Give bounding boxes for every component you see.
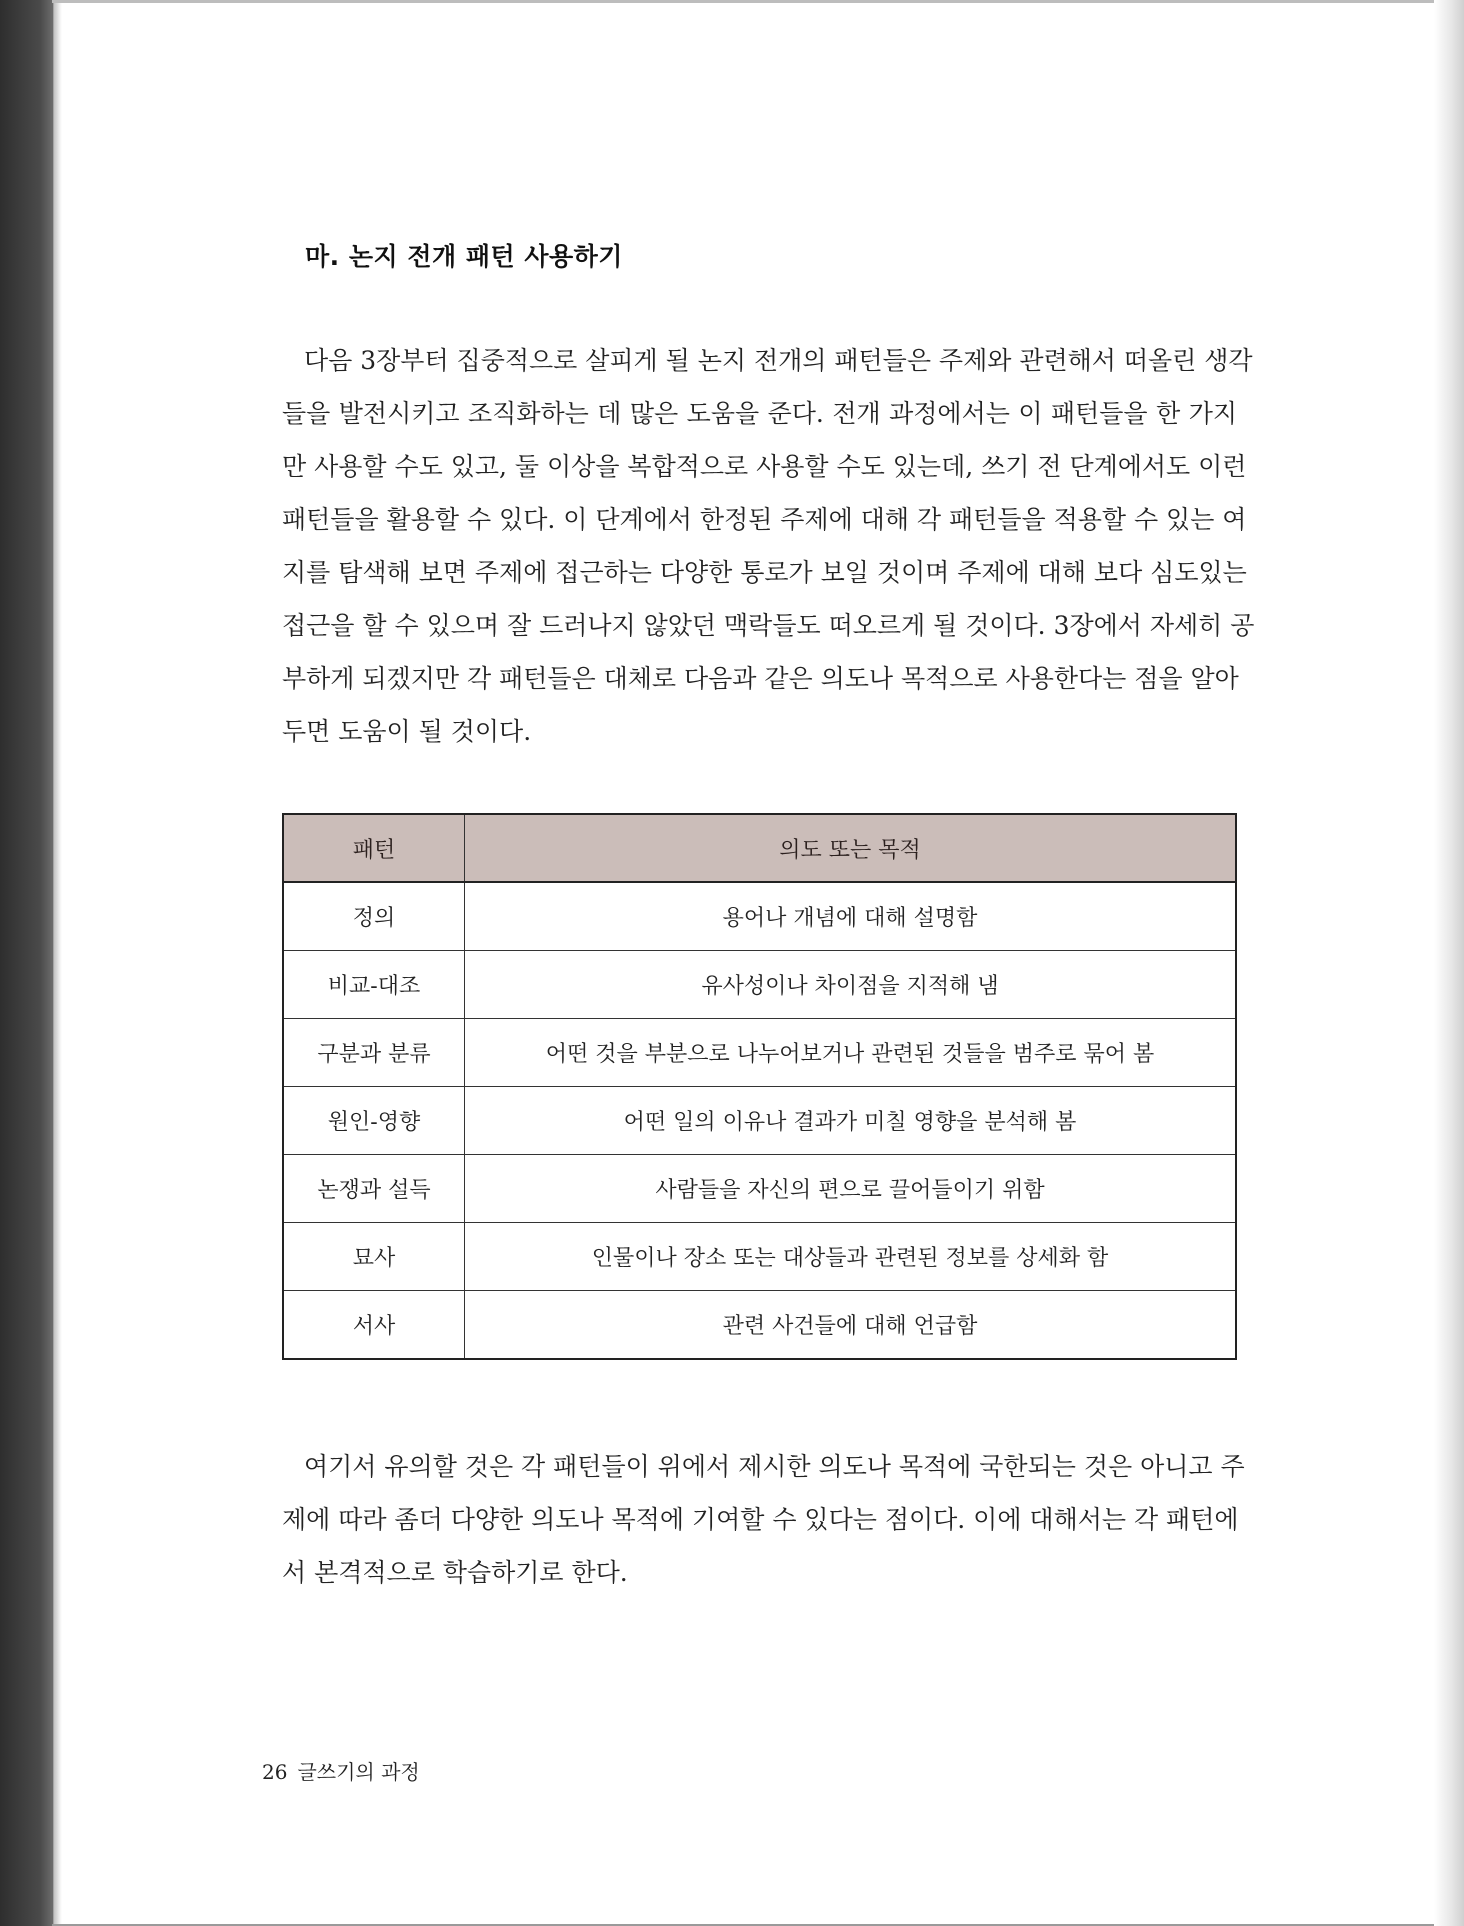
pattern-cell: 서사 (283, 1291, 465, 1360)
page-right-edge (1434, 0, 1464, 1926)
table-row (283, 1019, 1236, 1087)
page-top-edge (52, 0, 1452, 3)
table-row (283, 1223, 1236, 1291)
paragraph-line: 여기서 유의할 것은 각 패턴들이 위에서 제시한 의도나 목적에 국한되는 것은 아니고 주 (304, 1452, 1245, 1481)
closing-paragraph (282, 1440, 1245, 1599)
pattern-cell: 원인-영향 (283, 1087, 465, 1155)
page-number: 26 (262, 1760, 288, 1784)
purpose-cell: 인물이나 장소 또는 대상들과 관련된 정보를 상세화 함 (465, 1223, 1237, 1291)
purpose-cell: 어떤 것을 부분으로 나누어보거나 관련된 것들을 범주로 묶어 봄 (465, 1019, 1237, 1087)
pattern-table (282, 813, 1237, 1360)
purpose-cell: 유사성이나 차이점을 지적해 냄 (465, 951, 1237, 1019)
paragraph-line: 부하게 되겠지만 각 패턴들은 대체로 다음과 같은 의도나 목적으로 사용한다는 점을 알아 (282, 664, 1239, 693)
paragraph-line: 서 본격적으로 학습하기로 한다. (282, 1558, 628, 1587)
table-header-row (283, 814, 1236, 882)
table-row (283, 1155, 1236, 1223)
pattern-cell: 구분과 분류 (283, 1019, 465, 1087)
table-row (283, 951, 1236, 1019)
spine-shadow (52, 0, 62, 1926)
paragraph-line: 만 사용할 수도 있고, 둘 이상을 복합적으로 사용할 수도 있는데, 쓰기 전 단계에서도 이런 (282, 452, 1247, 481)
page-footer (262, 1756, 420, 1785)
intro-paragraph (282, 334, 1255, 758)
column-header-purpose: 의도 또는 목적 (465, 814, 1237, 882)
pattern-cell: 논쟁과 설득 (283, 1155, 465, 1223)
pattern-cell: 묘사 (283, 1223, 465, 1291)
pattern-cell: 정의 (283, 882, 465, 951)
paragraph-line: 다음 3장부터 집중적으로 살피게 될 논지 전개의 패턴들은 주제와 관련해서 떠올린 생각 (304, 346, 1253, 375)
table-row (283, 1291, 1236, 1360)
paragraph-line: 제에 따라 좀더 다양한 의도나 목적에 기여할 수 있다는 점이다. 이에 대해서는 각 패턴에 (282, 1505, 1239, 1534)
table-row (283, 882, 1236, 951)
purpose-cell: 어떤 일의 이유나 결과가 미칠 영향을 분석해 봄 (465, 1087, 1237, 1155)
paragraph-line: 들을 발전시키고 조직화하는 데 많은 도움을 준다. 전개 과정에서는 이 패턴들을 한 가지 (282, 399, 1237, 428)
column-header-pattern: 패턴 (283, 814, 465, 882)
pattern-cell: 비교-대조 (283, 951, 465, 1019)
table-row (283, 1087, 1236, 1155)
section-heading: 마. 논지 전개 패턴 사용하기 (305, 242, 623, 271)
paragraph-line: 패턴들을 활용할 수 있다. 이 단계에서 한정된 주제에 대해 각 패턴들을 적용할 수 있는 여 (282, 505, 1247, 534)
chapter-title: 글쓰기의 과정 (297, 1760, 420, 1784)
paragraph-line: 지를 탐색해 보면 주제에 접근하는 다양한 통로가 보일 것이며 주제에 대해 보다 심도있는 (282, 558, 1247, 587)
paragraph-line: 두면 도움이 될 것이다. (282, 717, 532, 746)
paragraph-line: 접근을 할 수 있으며 잘 드러나지 않았던 맥락들도 떠오르게 될 것이다. 3장에서 자세히 공 (282, 611, 1255, 640)
purpose-cell: 사람들을 자신의 편으로 끌어들이기 위함 (465, 1155, 1237, 1223)
purpose-cell: 관련 사건들에 대해 언급함 (465, 1291, 1237, 1360)
purpose-cell: 용어나 개념에 대해 설명함 (465, 882, 1237, 951)
